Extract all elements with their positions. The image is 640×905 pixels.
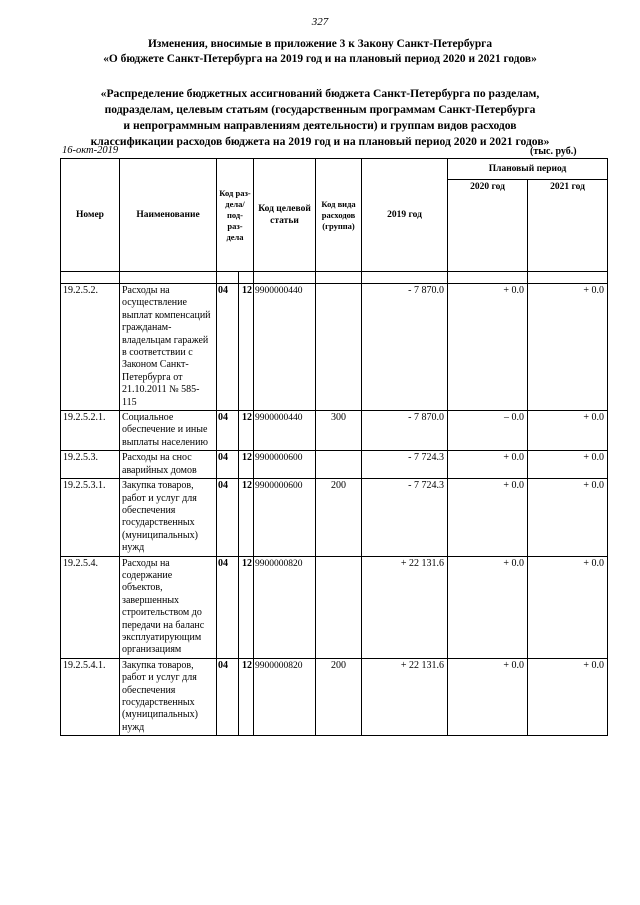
row-value-2019: - 7 870.0 <box>362 284 448 411</box>
title-line-2: «О бюджете Санкт-Петербурга на 2019 год и на плановый период 2020 и 2021 годов» <box>103 53 537 65</box>
subtitle-line-4: классификации расходов бюджета на 2019 год и на плановый период 2020 и 2021 годов» <box>90 135 550 148</box>
row-target-code: 9900000600 <box>254 479 316 556</box>
header-2021: 2021 год <box>528 180 608 272</box>
row-target-code: 9900000820 <box>254 658 316 735</box>
row-name: Закупка товаров, работ и услуг для обеспечения государственных (муниципальных) нужд <box>120 658 217 735</box>
row-target-code: 9900000820 <box>254 556 316 658</box>
header-expense-code: Код вида расходов (группа) <box>316 159 362 272</box>
row-value-2021: + 0.0 <box>528 479 608 556</box>
header-planned-period: Плановый период <box>448 159 608 180</box>
row-number: 19.2.5.2. <box>61 284 120 411</box>
row-value-2020: + 0.0 <box>448 284 528 411</box>
table-row <box>61 451 608 479</box>
row-value-2021: + 0.0 <box>528 658 608 735</box>
row-subsection-code: 12 <box>239 284 254 411</box>
row-expense-code <box>316 556 362 658</box>
row-value-2019: - 7 870.0 <box>362 411 448 451</box>
header-target-code: Код целевой статьи <box>254 159 316 272</box>
row-value-2021: + 0.0 <box>528 411 608 451</box>
row-expense-code: 300 <box>316 411 362 451</box>
row-subsection-code: 12 <box>239 411 254 451</box>
header-name: Наименование <box>120 159 217 272</box>
table-row <box>61 479 608 556</box>
row-number: 19.2.5.4. <box>61 556 120 658</box>
row-subsection-code: 12 <box>239 658 254 735</box>
row-section-code: 04 <box>217 451 239 479</box>
subtitle-line-1: «Распределение бюджетных ассигнований бюджета Санкт-Петербурга по разделам, <box>100 87 540 100</box>
subtitle-line-3: и непрограммным направлениям деятельности) и группам видов расходов <box>123 119 517 132</box>
row-number: 19.2.5.3.1. <box>61 479 120 556</box>
row-number: 19.2.5.4.1. <box>61 658 120 735</box>
row-value-2021: + 0.0 <box>528 556 608 658</box>
row-name: Социальное обеспечение и иные выплаты населению <box>120 411 217 451</box>
row-section-code: 04 <box>217 556 239 658</box>
document-date: 16-окт-2019 <box>62 145 119 156</box>
document-title <box>40 37 600 67</box>
row-section-code: 04 <box>217 284 239 411</box>
table-row <box>61 556 608 658</box>
row-target-code: 9900000440 <box>254 284 316 411</box>
row-name: Расходы на осуществление выплат компенсаций гражданам-владельцам гаражей в соответствии с Законом Санкт-Петербурга от 21.10.2011 № 585-115 <box>120 284 217 411</box>
row-value-2019: + 22 131.6 <box>362 658 448 735</box>
row-expense-code: 200 <box>316 479 362 556</box>
row-value-2019: + 22 131.6 <box>362 556 448 658</box>
table-row <box>61 658 608 735</box>
table-row <box>61 411 608 451</box>
row-section-code: 04 <box>217 411 239 451</box>
header-2019: 2019 год <box>362 159 448 272</box>
row-value-2019: - 7 724.3 <box>362 451 448 479</box>
row-value-2021: + 0.0 <box>528 284 608 411</box>
unit-label: (тыс. руб.) <box>530 146 577 157</box>
row-value-2020: + 0.0 <box>448 658 528 735</box>
row-target-code: 9900000600 <box>254 451 316 479</box>
row-value-2021: + 0.0 <box>528 451 608 479</box>
table-row <box>61 284 608 411</box>
row-expense-code <box>316 451 362 479</box>
row-value-2020: + 0.0 <box>448 479 528 556</box>
budget-table <box>60 158 608 736</box>
row-expense-code: 200 <box>316 658 362 735</box>
title-line-1: Изменения, вносимые в приложение 3 к Закону Санкт-Петербурга <box>147 38 493 50</box>
row-number: 19.2.5.3. <box>61 451 120 479</box>
row-subsection-code: 12 <box>239 451 254 479</box>
header-2020: 2020 год <box>448 180 528 272</box>
row-number: 19.2.5.2.1. <box>61 411 120 451</box>
row-value-2019: - 7 724.3 <box>362 479 448 556</box>
row-section-code: 04 <box>217 479 239 556</box>
row-value-2020: + 0.0 <box>448 556 528 658</box>
document-subtitle <box>40 86 600 150</box>
header-number: Номер <box>61 159 120 272</box>
row-target-code: 9900000440 <box>254 411 316 451</box>
header-section-code: Код раз- дела/ под- раз- дела <box>217 159 254 272</box>
row-value-2020: – 0.0 <box>448 411 528 451</box>
page-number: 327 <box>311 16 329 28</box>
row-name: Закупка товаров, работ и услуг для обеспечения государственных (муниципальных) нужд <box>120 479 217 556</box>
row-subsection-code: 12 <box>239 556 254 658</box>
row-name: Расходы на снос аварийных домов <box>120 451 217 479</box>
row-expense-code <box>316 284 362 411</box>
row-value-2020: + 0.0 <box>448 451 528 479</box>
row-section-code: 04 <box>217 658 239 735</box>
row-name: Расходы на содержание объектов, завершенных строительством до передачи на баланс эксплуатирующим организациям <box>120 556 217 658</box>
subtitle-line-2: подразделам, целевым статьям (государственным программам Санкт-Петербурга <box>104 103 536 116</box>
row-subsection-code: 12 <box>239 479 254 556</box>
